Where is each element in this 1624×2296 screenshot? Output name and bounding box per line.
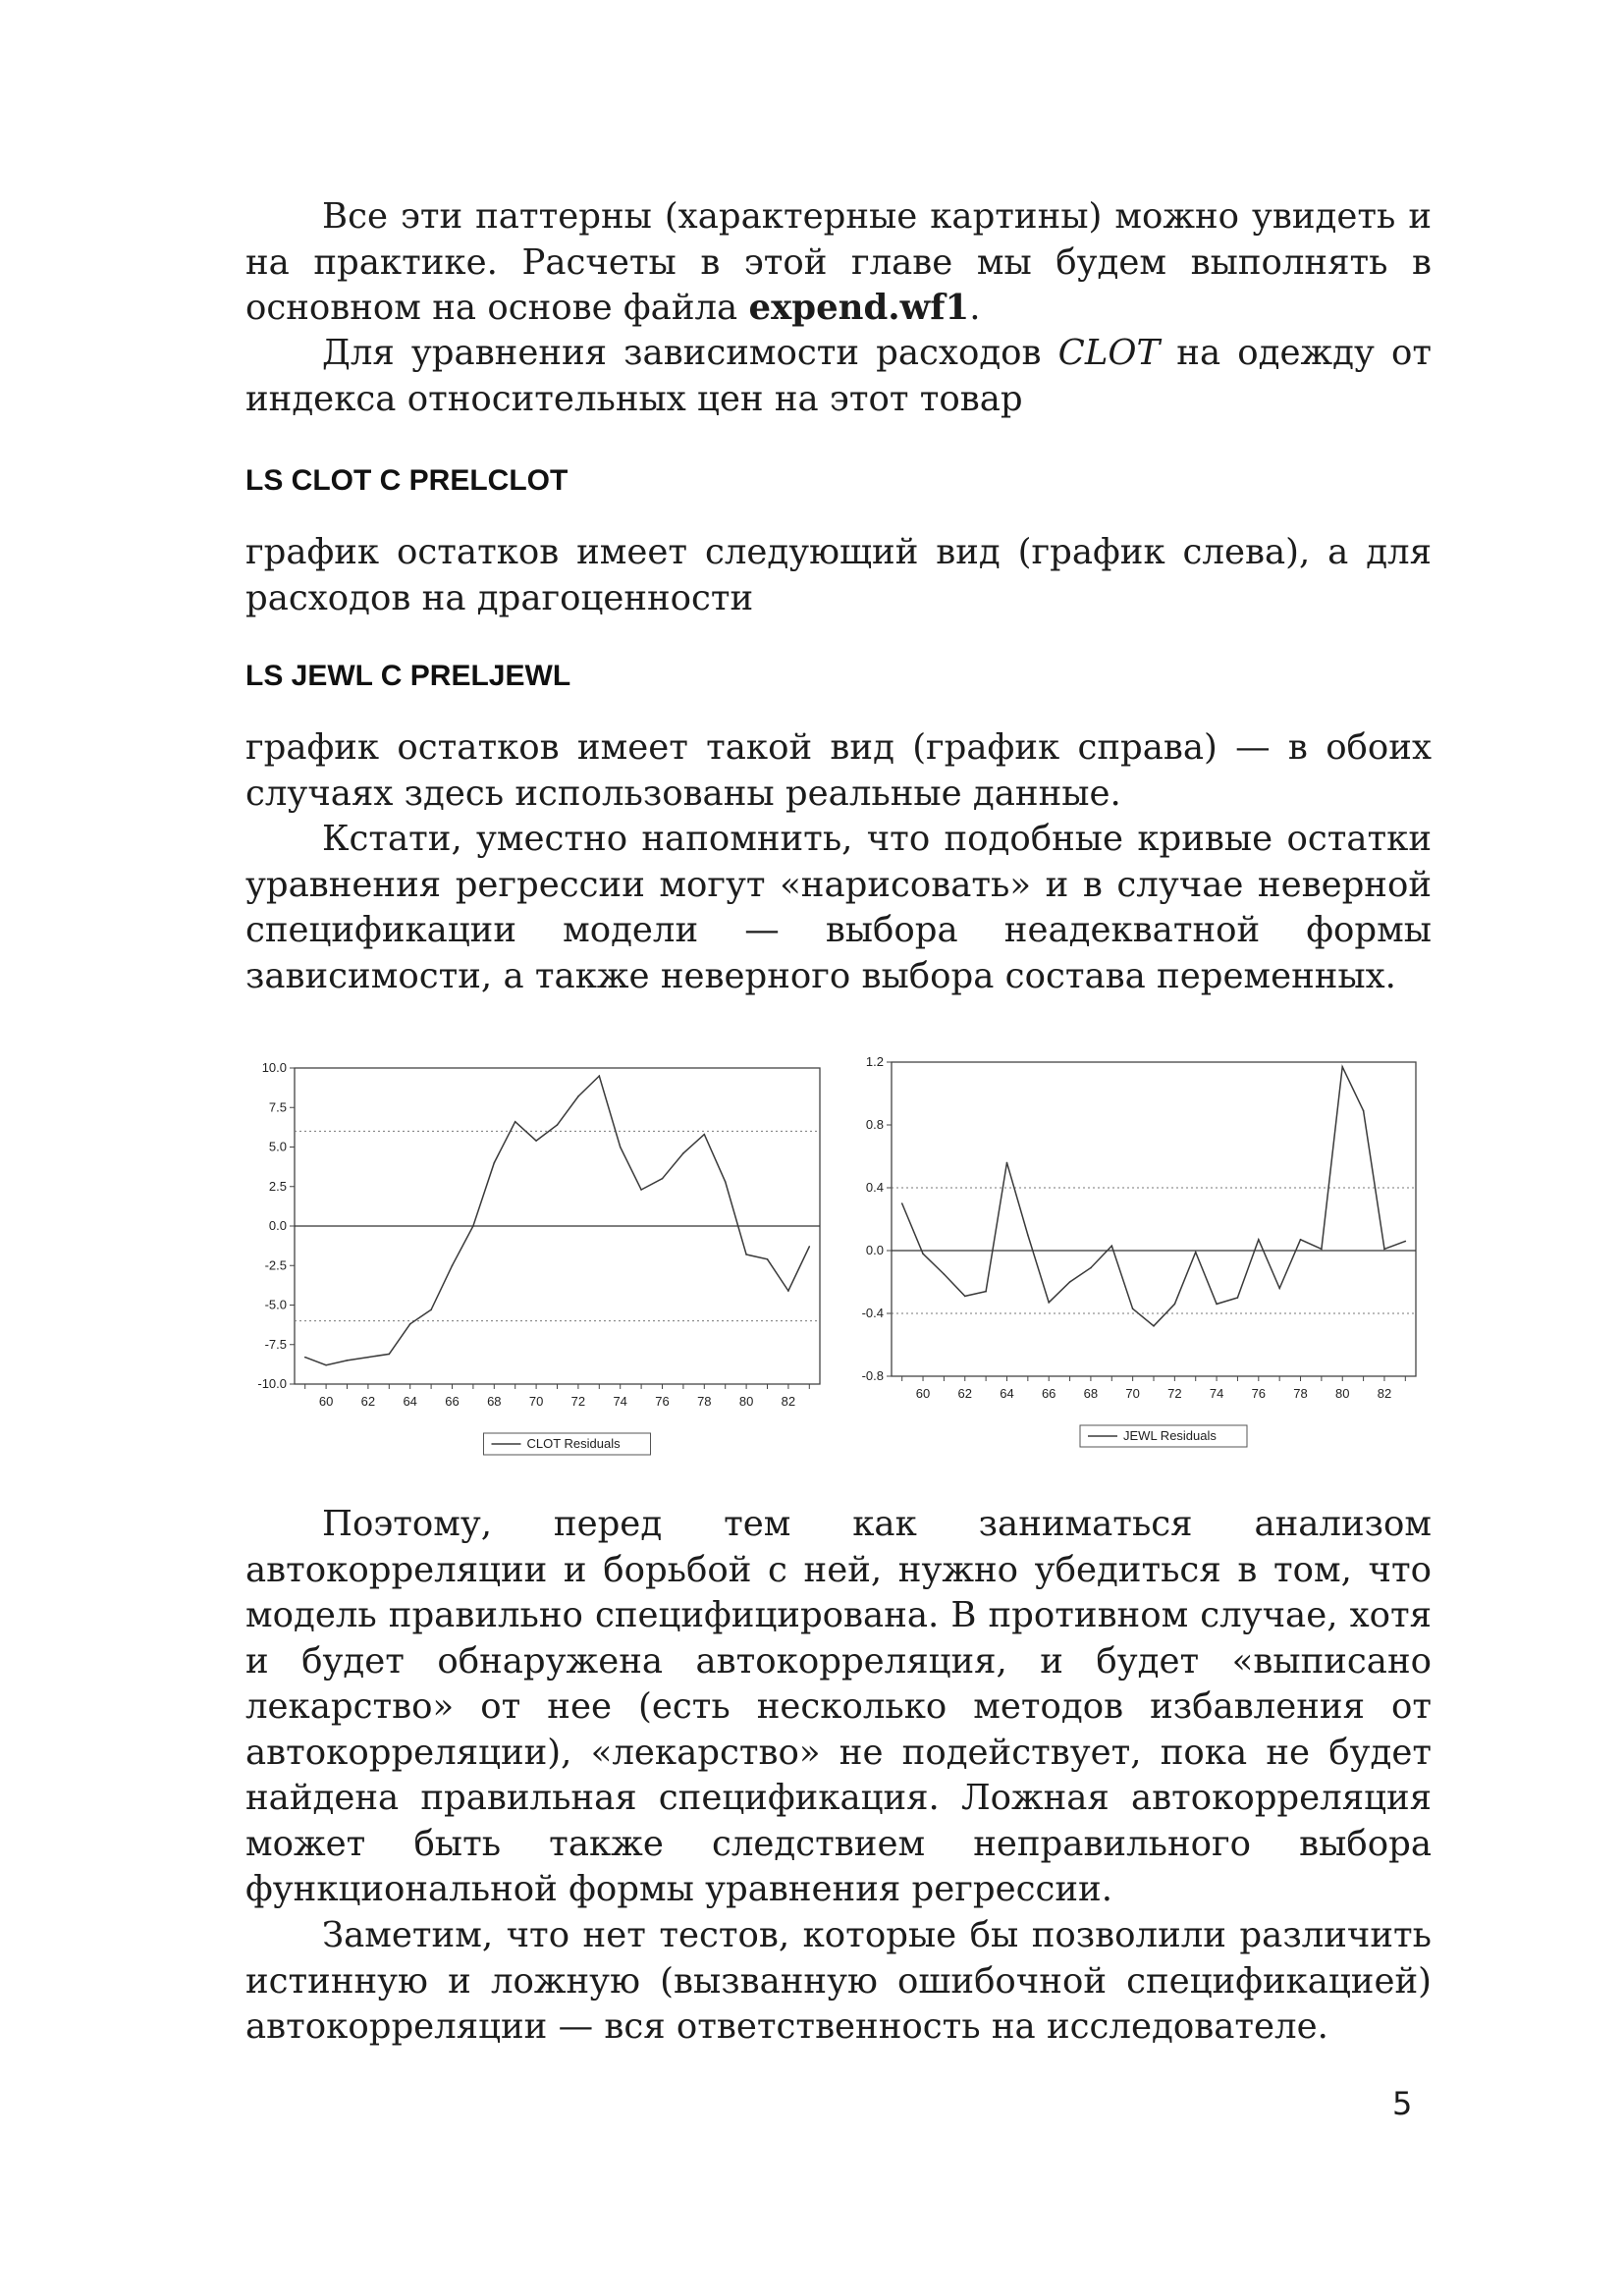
y-tick-label: -0.8 [861, 1368, 884, 1383]
paragraph-1 [245, 194, 1432, 332]
paragraph-7: Заметим, что нет тестов, которые бы позволили различить истинную и ложную (вызванную ошибочной спецификацией) автокорреляции — вся ответственность на исследователе. [245, 1915, 1432, 2047]
x-tick-label: 60 [318, 1394, 334, 1409]
paragraph-1-text: Все эти паттерны (характерные картины) можно увидеть и на практике. Расчеты в этой главе мы будем выполнять в основном на основе файла [245, 196, 1432, 328]
data-point [662, 1178, 664, 1180]
data-point [922, 1253, 924, 1255]
x-tick-label: 82 [781, 1394, 796, 1409]
data-point [1405, 1241, 1407, 1243]
data-point [325, 1364, 327, 1366]
x-tick-label: 60 [915, 1386, 931, 1401]
paragraph-2-text: Для уравнения зависимости расходов [322, 333, 1058, 373]
data-point [494, 1162, 496, 1164]
y-tick-label: -2.5 [264, 1257, 287, 1273]
data-point [472, 1225, 474, 1227]
x-tick-label: 66 [1041, 1386, 1056, 1401]
x-tick-label: 62 [360, 1394, 376, 1409]
variable-clot: CLOT [1057, 333, 1161, 373]
command-1: LS CLOT C PRELCLOT [245, 464, 568, 497]
jewl-residuals-chart [844, 1041, 1443, 1463]
data-point [704, 1134, 706, 1136]
data-point [1216, 1304, 1218, 1306]
data-point [452, 1264, 454, 1266]
data-point [1069, 1281, 1071, 1283]
x-tick-label: 76 [1251, 1386, 1267, 1401]
y-tick-label: 2.5 [268, 1178, 287, 1194]
data-point [1258, 1239, 1260, 1241]
paragraph-4: график остатков имеет такой вид (график справа) — в обоих случаях здесь использованы реальные данные. [245, 727, 1432, 814]
y-tick-label: -10.0 [257, 1376, 287, 1391]
data-point [901, 1202, 903, 1204]
y-tick-label: -7.5 [264, 1336, 287, 1352]
series-line [305, 1076, 810, 1365]
x-tick-label: 64 [403, 1394, 417, 1409]
x-tick-label: 82 [1377, 1386, 1392, 1401]
x-tick-label: 80 [738, 1394, 754, 1409]
x-tick-label: 70 [1125, 1386, 1140, 1401]
x-tick-label: 68 [1083, 1386, 1099, 1401]
x-tick-label: 66 [445, 1394, 460, 1409]
data-point [1237, 1297, 1239, 1299]
data-point [1341, 1066, 1343, 1068]
data-point [535, 1140, 537, 1142]
data-point [787, 1290, 789, 1292]
data-point [1278, 1288, 1280, 1290]
page-number: 5 [1392, 2085, 1413, 2122]
data-point [1110, 1245, 1112, 1247]
x-tick-label: 80 [1335, 1386, 1350, 1401]
series-line [902, 1067, 1406, 1326]
y-tick-label: 7.5 [268, 1099, 287, 1115]
data-point [1383, 1249, 1385, 1251]
data-point [1363, 1110, 1365, 1112]
data-point [1321, 1249, 1323, 1251]
data-point [347, 1360, 349, 1362]
data-point [409, 1323, 411, 1325]
data-point [1090, 1267, 1092, 1269]
paragraph-2-end: на одежду от индекса относительных цен на этот товар [245, 333, 1432, 419]
data-point [367, 1357, 369, 1359]
x-tick-label: 64 [1000, 1386, 1014, 1401]
x-tick-label: 68 [487, 1394, 502, 1409]
data-point [514, 1121, 516, 1123]
x-tick-label: 78 [697, 1394, 712, 1409]
data-point [1027, 1234, 1029, 1236]
data-point [682, 1152, 684, 1154]
x-tick-label: 76 [655, 1394, 670, 1409]
paragraph-1-end: . [969, 288, 981, 328]
data-point [745, 1254, 747, 1255]
x-tick-label: 74 [613, 1394, 627, 1409]
data-point [1132, 1308, 1134, 1309]
paragraph-3: график остатков имеет следующий вид (график слева), а для расходов на драгоценности [245, 532, 1432, 618]
data-point [620, 1147, 622, 1148]
data-point [577, 1095, 579, 1097]
data-point [640, 1189, 642, 1191]
y-tick-label: 0.4 [865, 1180, 884, 1195]
y-tick-label: -5.0 [264, 1297, 287, 1312]
paragraph-2 [245, 331, 1432, 422]
legend-label: JEWL Residuals [1123, 1428, 1217, 1443]
legend-label: CLOT Residuals [526, 1436, 621, 1451]
y-tick-label: 0.0 [268, 1218, 287, 1233]
x-tick-label: 70 [528, 1394, 544, 1409]
paragraph-5: Кстати, уместно напомнить, что подобные кривые остатки уравнения регрессии могут «нарисовать» и в случае неверной спецификации модели — выбора неадекватной формы зависимости, а также неверного выбора состава переменных. [245, 819, 1432, 996]
data-point [1300, 1239, 1302, 1241]
filename: expend.wf1 [748, 288, 970, 328]
y-tick-label: 5.0 [268, 1139, 287, 1154]
x-tick-label: 62 [957, 1386, 972, 1401]
command-2: LS JEWL C PRELJEWL [245, 660, 571, 692]
data-point [725, 1181, 727, 1183]
clot-residuals-chart [245, 1041, 844, 1463]
paragraph-6: Поэтому, перед тем как заниматься анализом автокорреляции и борьбой с ней, нужно убедиться в том, что модель правильно специфицирована. В противном случае, хотя и будет обнаружена автокорреляция, и будет «выписано лекарство» от нее (есть несколько методов избавления от автокорреляции), «лекарство» не подействует, пока не будет найдена правильная спецификация. Ложная автокорреляция может быть также следствием неправильного выбора функциональной формы уравнения регрессии. [245, 1504, 1432, 1909]
data-point [985, 1291, 987, 1293]
y-tick-label: 0.8 [865, 1117, 884, 1132]
data-point [1174, 1304, 1176, 1306]
data-point [389, 1354, 391, 1356]
x-tick-label: 78 [1293, 1386, 1308, 1401]
data-point [304, 1357, 306, 1359]
y-tick-label: 10.0 [261, 1060, 287, 1075]
x-tick-label: 72 [1167, 1386, 1182, 1401]
y-tick-label: 1.2 [865, 1054, 884, 1069]
y-tick-label: 0.0 [865, 1243, 884, 1257]
x-tick-label: 72 [570, 1394, 586, 1409]
data-point [809, 1246, 811, 1248]
y-tick-label: -0.4 [861, 1306, 884, 1320]
data-point [944, 1273, 946, 1275]
data-point [964, 1296, 966, 1298]
x-tick-label: 74 [1209, 1386, 1224, 1401]
data-point [1048, 1302, 1050, 1304]
data-point [1006, 1162, 1008, 1164]
data-point [430, 1309, 432, 1311]
data-point [599, 1075, 601, 1077]
data-point [1195, 1252, 1197, 1254]
data-point [557, 1124, 559, 1126]
data-point [1153, 1325, 1155, 1327]
data-point [767, 1258, 769, 1260]
